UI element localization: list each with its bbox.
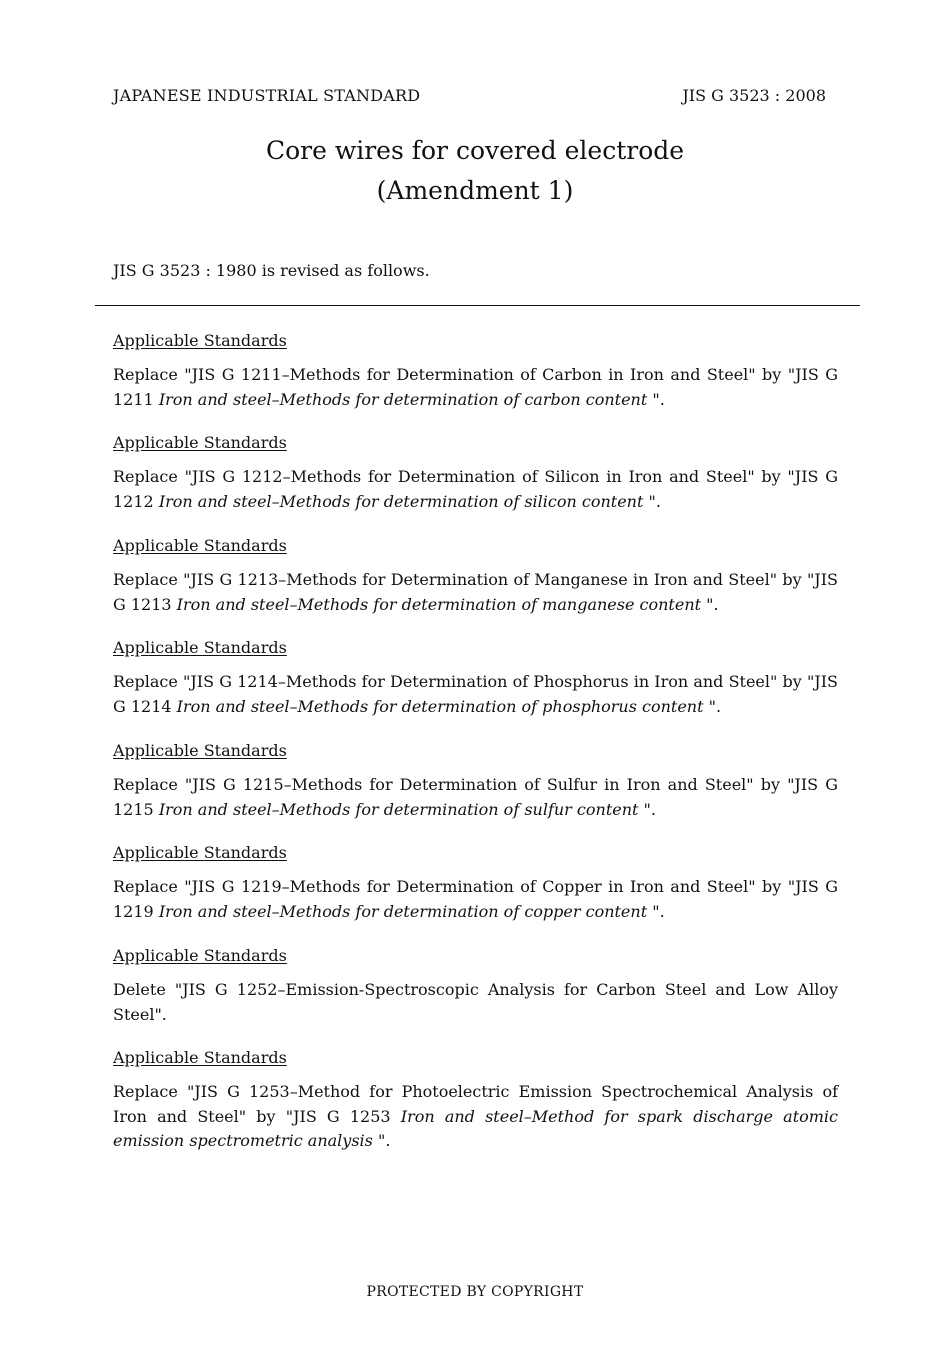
amendment-section-8: [113, 1046, 838, 1154]
section-body: [113, 465, 838, 514]
body-text: Replace "JIS G 1211–Methods for Determination of Carbon in Iron and Steel" by "JIS G 1211: [113, 365, 838, 409]
amendment-section-7: [113, 944, 838, 1027]
section-body: [113, 363, 838, 412]
body-text-end: ".: [647, 901, 665, 921]
body-italic-title: Iron and steel–Method for spark discharge atomic emission spectrometric analysis: [113, 1106, 839, 1150]
standard-header-label: JAPANESE INDUSTRIAL STANDARD: [113, 86, 421, 105]
amendment-section-6: [113, 841, 838, 924]
section-body: [113, 875, 838, 924]
body-italic-title: Iron and steel–Methods for determination of phosphorus content: [176, 696, 704, 716]
section-body: [113, 773, 838, 822]
section-heading: Applicable Standards: [113, 946, 287, 965]
body-italic-title: Iron and steel–Methods for determination of copper content: [158, 901, 648, 921]
body-italic-title: Iron and steel–Methods for determination of silicon content: [158, 491, 644, 511]
section-heading: Applicable Standards: [113, 1048, 287, 1067]
amendment-section-1: [113, 329, 838, 412]
section-heading: Applicable Standards: [113, 638, 287, 657]
section-body: [113, 1080, 838, 1154]
amendment-section-5: [113, 739, 838, 822]
section-body: [113, 670, 838, 719]
section-heading: Applicable Standards: [113, 741, 287, 760]
copyright-footer: PROTECTED BY COPYRIGHT: [366, 1284, 584, 1300]
body-text: Replace "JIS G 1253–Method for Photoelectric Emission Spectrochemical Analysis of Iron and Steel" by "JIS G 1253: [113, 1082, 838, 1126]
body-italic-title: Iron and steel–Methods for determination of carbon content: [158, 389, 648, 409]
amendment-section-3: [113, 534, 838, 617]
document-subtitle: (Amendment 1): [376, 176, 574, 205]
section-body: [113, 978, 838, 1027]
amendment-section-2: [113, 431, 838, 514]
section-heading: Applicable Standards: [113, 433, 287, 452]
amendment-section-4: [113, 636, 838, 719]
section-body: [113, 568, 838, 617]
body-text-end: ".: [703, 696, 722, 716]
body-text-end: ".: [647, 389, 665, 409]
body-text-end: ".: [638, 799, 656, 819]
body-text: Replace "JIS G 1213–Methods for Determination of Manganese in Iron and Steel" by "JIS G 1213: [113, 570, 838, 614]
section-heading: Applicable Standards: [113, 536, 287, 555]
section-heading: Applicable Standards: [113, 843, 287, 862]
body-text-end: ".: [701, 594, 719, 614]
header-divider: [95, 305, 860, 306]
body-text: Replace "JIS G 1212–Methods for Determination of Silicon in Iron and Steel" by "JIS G 1212: [113, 467, 838, 511]
body-text: Replace "JIS G 1215–Methods for Determination of Sulfur in Iron and Steel" by "JIS G 1215: [113, 775, 838, 819]
body-italic-title: Iron and steel–Methods for determination of sulfur content: [158, 799, 639, 819]
body-italic-title: Iron and steel–Methods for determination of manganese content: [176, 594, 702, 614]
revision-intro: JIS G 3523 : 1980 is revised as follows.: [113, 261, 430, 280]
document-title: Core wires for covered electrode: [265, 136, 685, 165]
body-text-end: ".: [372, 1131, 391, 1150]
body-text: Replace "JIS G 1219–Methods for Determination of Copper in Iron and Steel" by "JIS G 1219: [113, 877, 838, 921]
body-text: Delete "JIS G 1252–Emission-Spectroscopic Analysis for Carbon Steel and Low Alloy Steel".: [113, 980, 838, 1024]
section-heading: Applicable Standards: [113, 331, 287, 350]
body-text-end: ".: [643, 491, 661, 511]
body-text: Replace "JIS G 1214–Methods for Determination of Phosphorus in Iron and Steel" by "JIS G 1214: [113, 672, 838, 716]
standard-number: JIS G 3523 : 2008: [682, 86, 826, 105]
